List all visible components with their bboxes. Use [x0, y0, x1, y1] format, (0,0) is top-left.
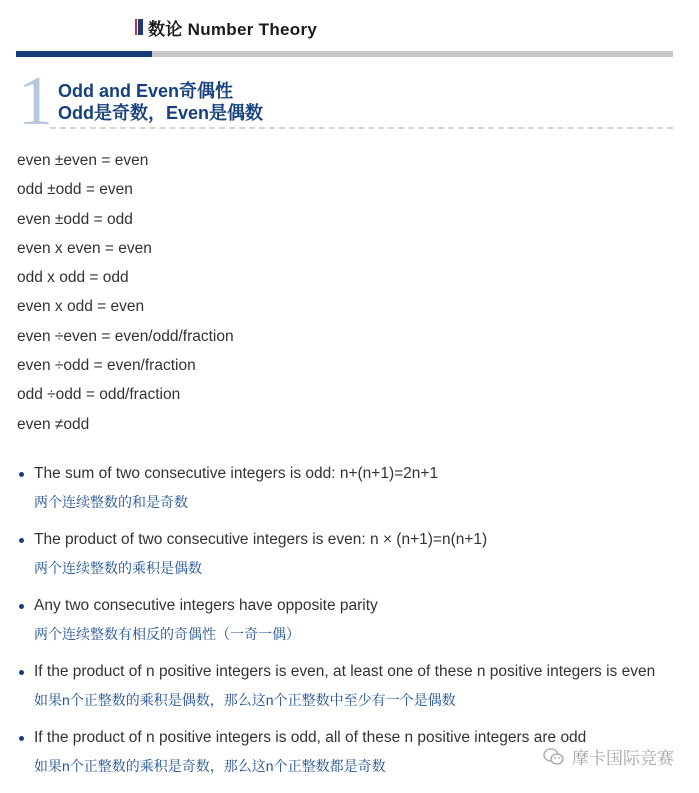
item-chinese: 如果n个正整数的乘积是奇数，那么这n个正整数都是奇数 [34, 758, 386, 774]
rule-line: odd ±odd = even [17, 181, 133, 199]
header-divider [16, 51, 673, 57]
list-item [17, 463, 697, 529]
bullet-icon [19, 736, 24, 741]
page-title: 数论 Number Theory [148, 19, 318, 39]
section-dashed-divider [50, 127, 673, 129]
flag-icon [135, 19, 143, 35]
item-chinese: 两个连续整数的乘积是偶数 [34, 560, 202, 576]
list-item [17, 595, 697, 661]
rule-line: even ≠odd [17, 415, 90, 433]
list-item [17, 529, 697, 595]
rule-line: even x odd = even [17, 298, 145, 316]
rule-line: odd ÷odd = odd/fraction [17, 386, 181, 404]
bullet-icon [19, 604, 24, 609]
item-english: Any two consecutive integers have opposite parity [34, 597, 378, 614]
item-english: The sum of two consecutive integers is odd: n+(n+1)=2n+1 [34, 465, 439, 482]
parity-rules-list [17, 150, 234, 443]
header-divider-accent [16, 51, 152, 57]
rule-line: odd x odd = odd [17, 269, 129, 287]
section-title-line1: Odd and Even奇偶性 [58, 81, 234, 101]
rule-line: even x even = even [17, 239, 152, 257]
item-english: If the product of n positive integers is odd, all of these n positive integers are odd [34, 729, 587, 746]
bullet-icon [19, 472, 24, 477]
watermark-text: 摩卡国际竞赛 [572, 749, 674, 768]
item-chinese: 如果n个正整数的乘积是偶数，那么这n个正整数中至少有一个是偶数 [34, 692, 456, 708]
section-number: 1 [18, 63, 53, 140]
watermark [542, 744, 674, 769]
item-chinese: 两个连续整数有相反的奇偶性（一奇一偶） [34, 626, 300, 642]
list-item [17, 661, 697, 727]
bullet-icon [19, 538, 24, 543]
rule-line: even ±odd = odd [17, 210, 133, 228]
rule-line: even ÷odd = even/fraction [17, 357, 196, 375]
section-title [58, 80, 263, 124]
page-header [135, 15, 317, 39]
item-english: The product of two consecutive integers is even: n × (n+1)=n(n+1) [34, 531, 488, 548]
item-chinese: 两个连续整数的和是奇数 [34, 494, 188, 510]
item-english: If the product of n positive integers is even, at least one of these n positive integers is even [34, 663, 656, 680]
rule-line: even ÷even = even/odd/fraction [17, 327, 234, 345]
rule-line: even ±even = even [17, 152, 149, 169]
wechat-icon [542, 747, 566, 767]
section-title-line2: Odd是奇数，Even是偶数 [58, 103, 264, 123]
bullet-icon [19, 670, 24, 675]
